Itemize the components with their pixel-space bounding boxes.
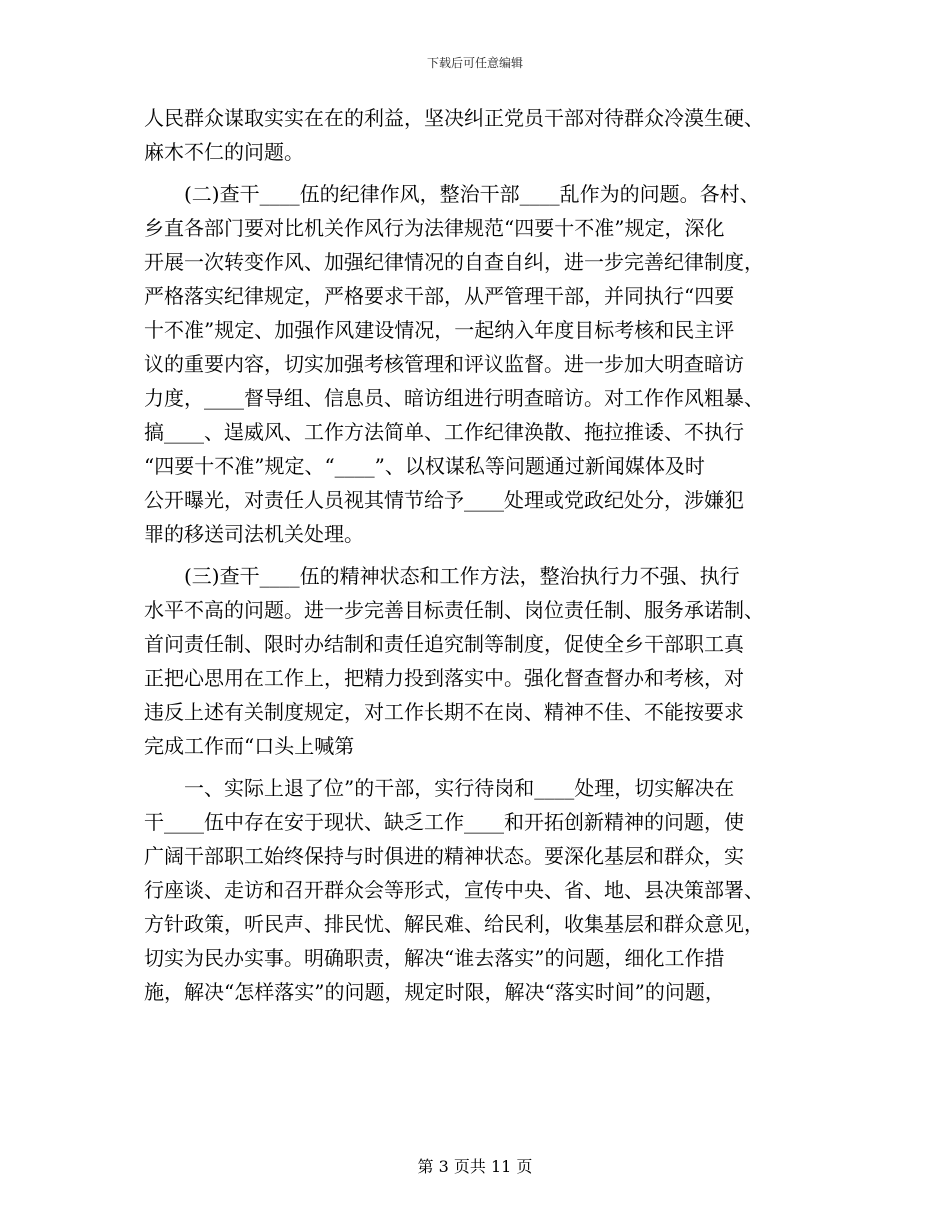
- paragraph-1: [144, 101, 812, 169]
- text-line: 十不准”规定、加强作风建设情况，一起纳入年度目标考核和民主评: [144, 318, 735, 342]
- text-line: “四要十不准”规定、“____”、以权谋私等问题通过新闻媒体及时: [144, 454, 705, 478]
- text-line: 首问责任制、限时办结制和责任追究制等制度，促使全乡干部职工真: [144, 632, 744, 656]
- text-line: 行座谈、走访和召开群众会等形式，宣传中央、省、地、县决策部署、: [144, 878, 764, 902]
- text-line: 人民群众谋取实实在在的利益，坚决纠正党员干部对待群众冷漠生硬、: [144, 106, 764, 130]
- text-line: 议的重要内容，切实加强考核管理和评议监督。进一步加大明查暗访: [144, 352, 744, 376]
- text-line: 一、实际上退了位”的干部，实行待岗和____处理，切实解决在: [144, 776, 735, 800]
- text-line: 干____伍中存在安于现状、缺乏工作____和开拓创新精神的问题，使: [144, 810, 744, 834]
- text-line: 违反上述有关制度规定，对工作长期不在岗、精神不佳、不能按要求: [144, 700, 744, 724]
- text-line: 正把心思用在工作上，把精力投到落实中。强化督查督办和考核，对: [144, 666, 744, 690]
- text-line: 广阔干部职工始终保持与时俱进的精神状态。要深化基层和群众，实: [144, 844, 744, 868]
- text-line: 完成工作而“口头上喊第: [144, 734, 355, 758]
- text-line: 水平不高的问题。进一步完善目标责任制、岗位责任制、服务承诺制、: [144, 598, 764, 622]
- text-line: 麻木不仁的问题。: [144, 140, 304, 164]
- text-line: 方针政策，听民声、排民忧、解民难、给民利，收集基层和群众意见，: [144, 912, 764, 936]
- text-line: 施，解决“怎样落实”的问题，规定时限，解决“落实时间”的问题，: [144, 980, 725, 1004]
- text-line: 罪的移送司法机关处理。: [144, 522, 364, 546]
- text-line: 乡直各部门要对比机关作风行为法律规范“四要十不准”规定，深化: [144, 216, 725, 240]
- paragraph-2: [144, 177, 812, 551]
- text-line: 严格落实纪律规定，严格要求干部，从严管理干部，并同执行“四要: [144, 284, 735, 308]
- text-line: 力度，____督导组、信息员、暗访组进行明查暗访。对工作作风粗暴、: [144, 386, 764, 410]
- paragraph-4: [144, 771, 812, 1009]
- document-body: [144, 101, 812, 1009]
- text-line: 切实为民办实事。明确职责，解决“谁去落实”的问题，细化工作措: [144, 946, 725, 970]
- text-line: (三)查干____伍的精神状态和工作方法，整治执行力不强、执行: [144, 564, 740, 588]
- text-line: 公开曝光，对责任人员视其情节给予____处理或党政纪处分，涉嫌犯: [144, 488, 744, 512]
- text-line: 开展一次转变作风、加强纪律情况的自查自纠，进一步完善纪律制度，: [144, 250, 764, 274]
- text-line: (二)查干____伍的纪律作风，整治干部____乱作为的问题。各村、: [144, 182, 760, 206]
- page-header: 下载后可任意编辑: [426, 56, 523, 70]
- page-number: 第 3 页共 11 页: [417, 1157, 533, 1176]
- paragraph-3: [144, 559, 812, 763]
- text-line: 搞____、逞威风、工作方法简单、工作纪律涣散、拖拉推诿、不执行: [144, 420, 744, 444]
